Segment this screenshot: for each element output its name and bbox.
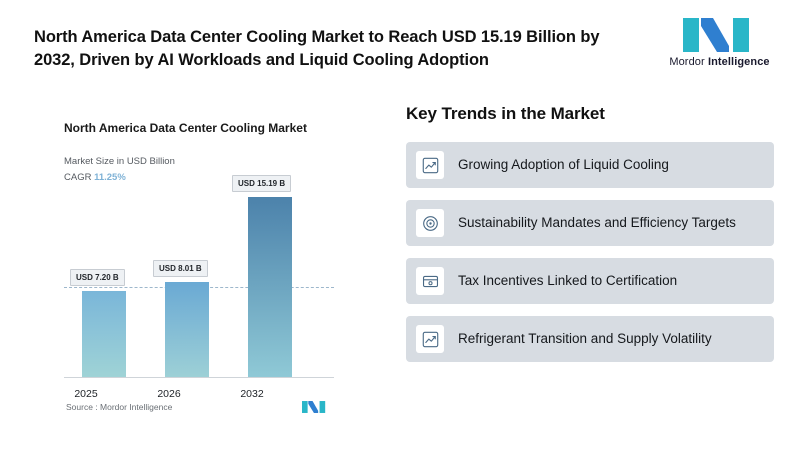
cagr-label: CAGR bbox=[64, 172, 92, 183]
bar-2026 bbox=[165, 282, 209, 377]
trend-item-4[interactable] bbox=[406, 316, 774, 362]
trend-item-label: Refrigerant Transition and Supply Volatility bbox=[458, 331, 712, 347]
mordor-intelligence-logo bbox=[667, 16, 772, 78]
x-tick-2025: 2025 bbox=[74, 388, 98, 400]
bar-2032 bbox=[248, 197, 292, 377]
bar-2025 bbox=[82, 291, 126, 377]
market-size-chart bbox=[34, 104, 364, 424]
trend-item-3[interactable] bbox=[406, 258, 774, 304]
trend-item-1[interactable] bbox=[406, 142, 774, 188]
chart-cagr bbox=[64, 172, 126, 183]
chart-subtitle: Market Size in USD Billion bbox=[64, 156, 175, 167]
trend-item-label: Growing Adoption of Liquid Cooling bbox=[458, 157, 669, 173]
logo-mark-icon bbox=[683, 16, 757, 54]
chart-logo-icon bbox=[302, 400, 328, 416]
chart-line-icon bbox=[416, 151, 444, 179]
logo-text-bold: Intelligence bbox=[707, 56, 770, 68]
key-trends-title: Key Trends in the Market bbox=[406, 104, 605, 123]
trend-item-2[interactable] bbox=[406, 200, 774, 246]
card-icon bbox=[416, 267, 444, 295]
key-trends-panel bbox=[406, 104, 774, 374]
logo-text bbox=[667, 56, 772, 68]
page-title: North America Data Center Cooling Market to Reach USD 15.19 Billion by 2032, Driven by AI Workloads and Liquid Cooling Adoption bbox=[34, 28, 600, 69]
logo-text-light: Mordor bbox=[669, 56, 708, 68]
header bbox=[0, 0, 800, 100]
chart-source: Source : Mordor Intelligence bbox=[66, 402, 173, 412]
chart-title: North America Data Center Cooling Market bbox=[64, 121, 307, 135]
bar-label-2026: USD 8.01 B bbox=[153, 260, 208, 277]
chart-line-icon bbox=[416, 325, 444, 353]
bar-label-2032: USD 15.19 B bbox=[232, 175, 291, 192]
trend-item-label: Tax Incentives Linked to Certification bbox=[458, 273, 678, 289]
x-tick-2026: 2026 bbox=[157, 388, 181, 400]
axis-baseline bbox=[64, 377, 334, 378]
trend-item-label: Sustainability Mandates and Efficiency Targets bbox=[458, 215, 736, 231]
target-icon bbox=[416, 209, 444, 237]
chart-plot-area bbox=[64, 179, 334, 378]
cagr-value: 11.25% bbox=[94, 172, 126, 183]
x-tick-2032: 2032 bbox=[240, 388, 264, 400]
bar-label-2025: USD 7.20 B bbox=[70, 269, 125, 286]
